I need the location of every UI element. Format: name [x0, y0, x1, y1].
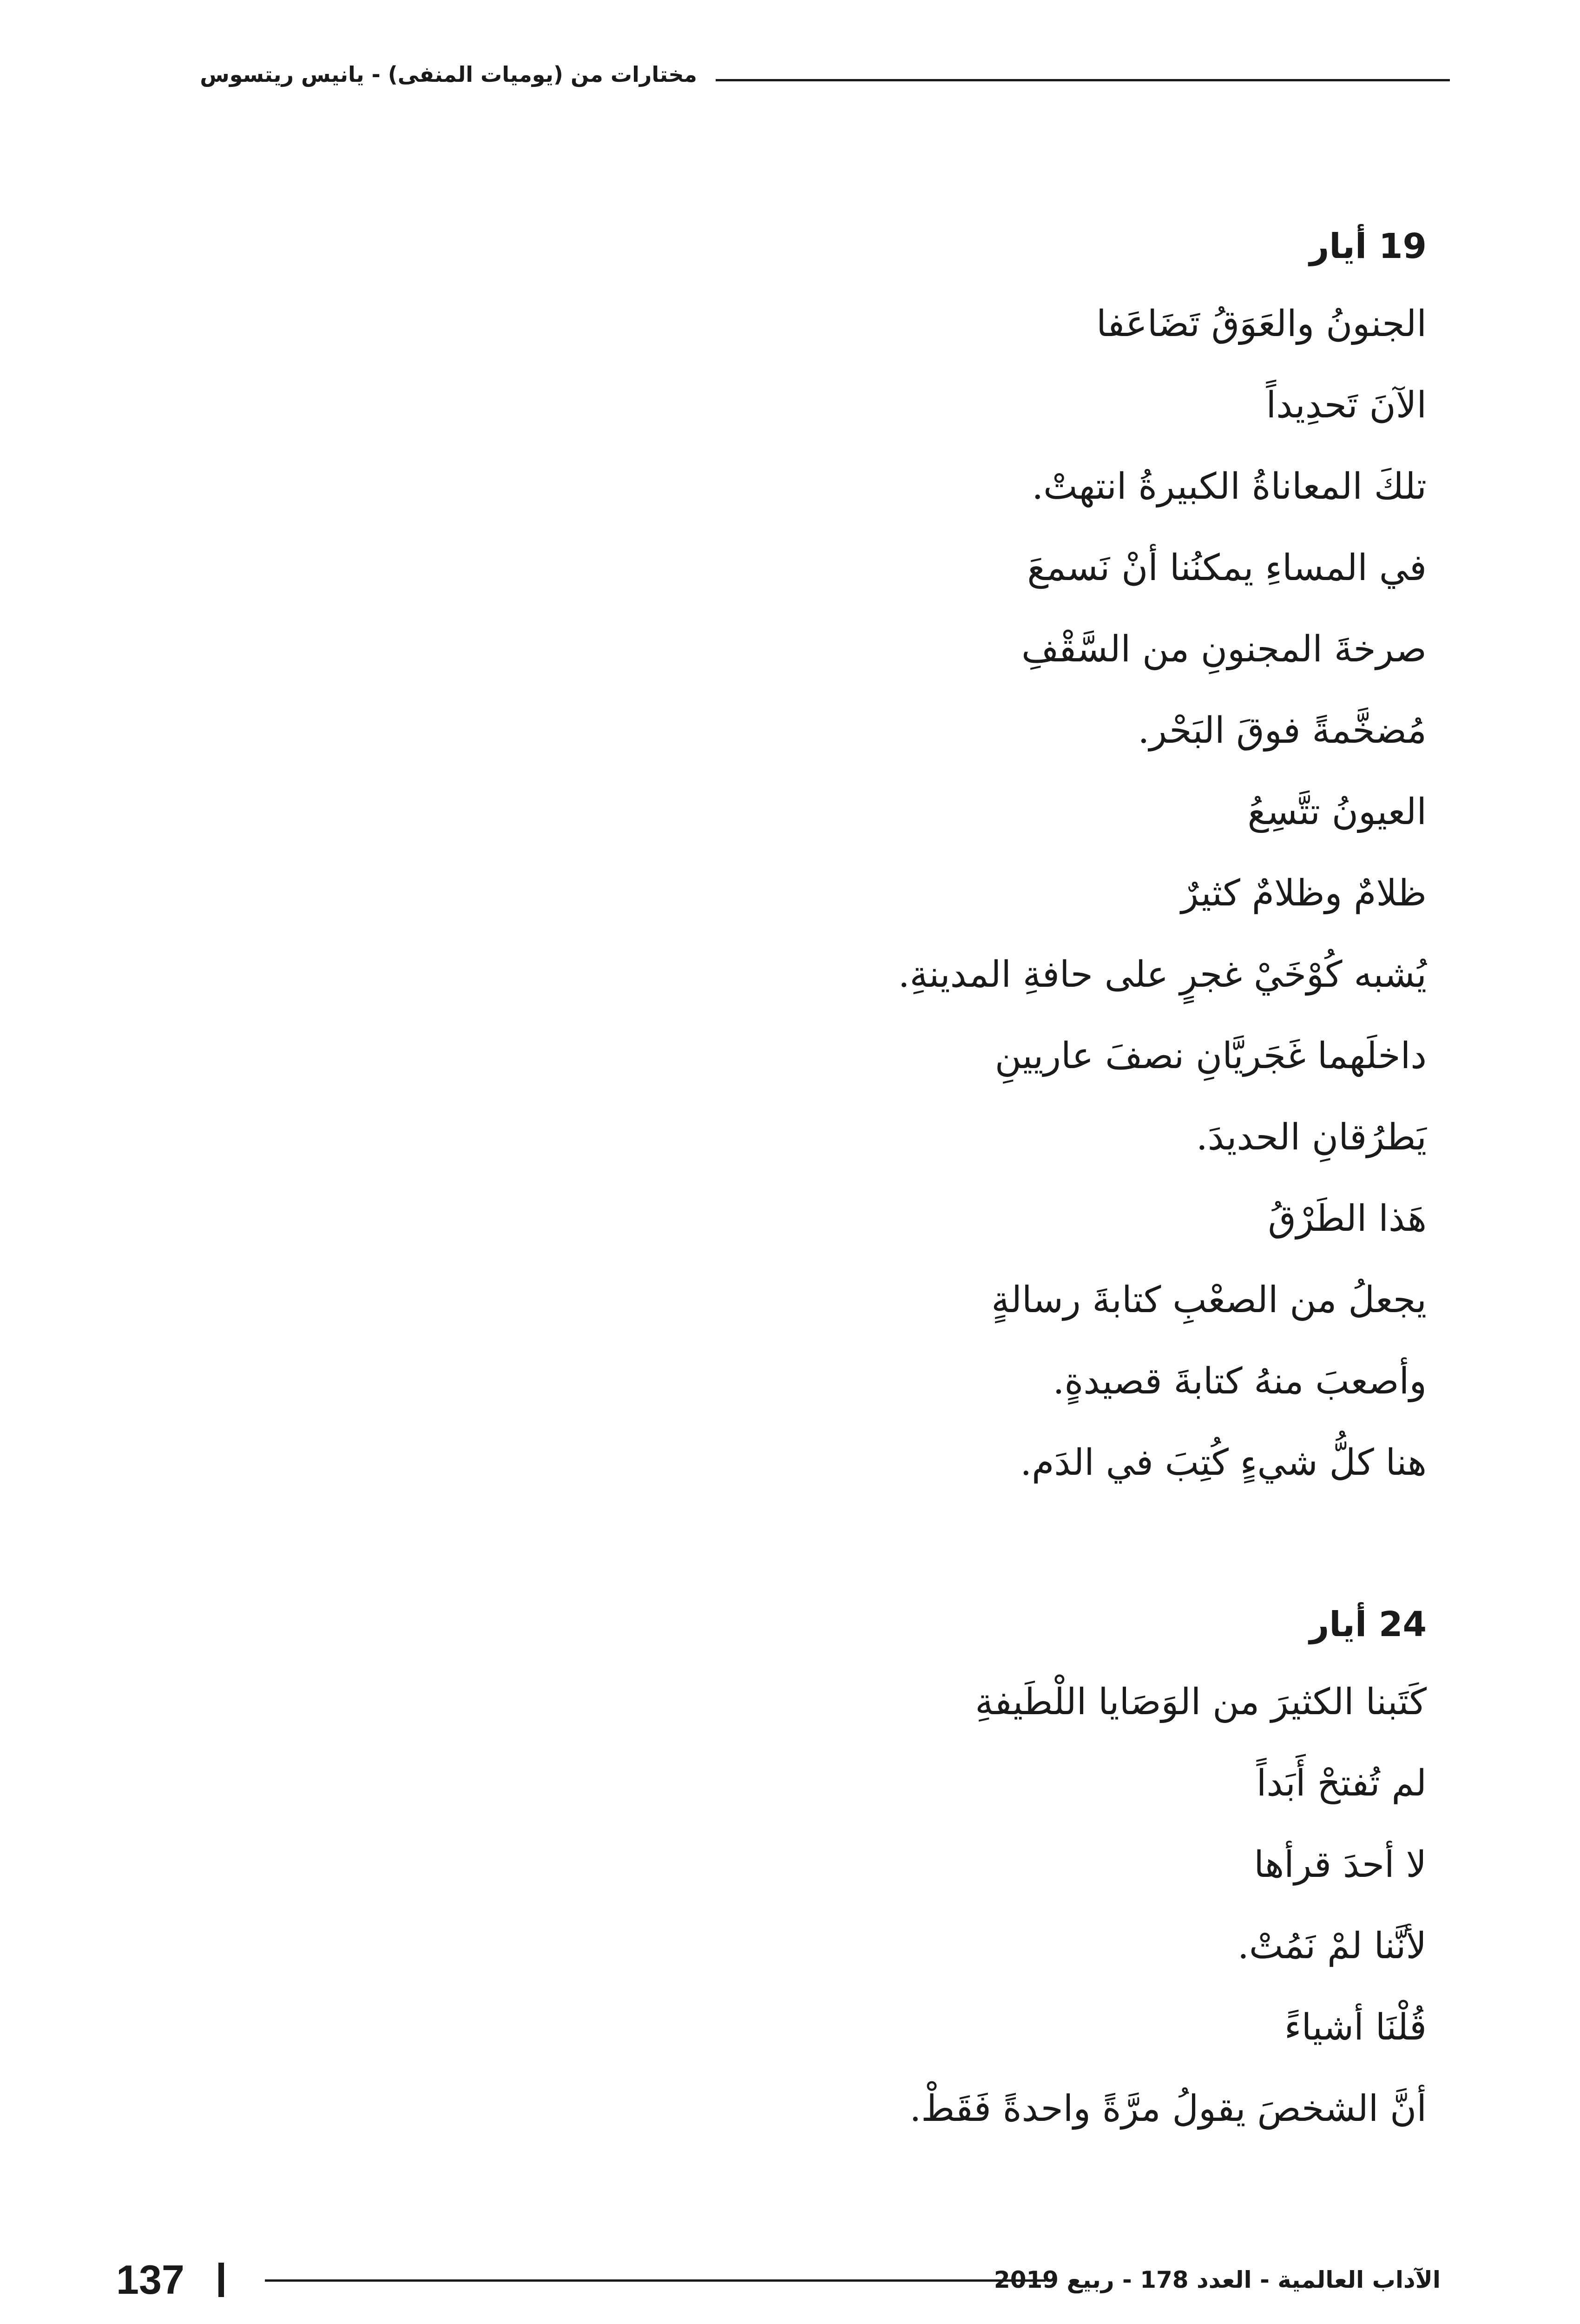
poem-line: لا أحدَ قرأها — [1254, 1844, 1427, 1886]
page-number: 137 — [116, 2257, 184, 2303]
poem-line: تلكَ المعاناةُ الكبيرةُ انتهتْ. — [1032, 466, 1427, 508]
poem-line: الآنَ تَحدِيداً — [1266, 384, 1427, 426]
running-header-title: مختارات من (يوميات المنفى) - يانيس ريتسوس — [200, 62, 697, 87]
page-footer — [116, 2254, 1441, 2305]
poem-lines — [265, 284, 1427, 1504]
poem-content — [265, 218, 1427, 2150]
footer-rule — [265, 2279, 1046, 2282]
poem-line: في المساءِ يمكنُنا أنْ نَسمعَ — [1027, 547, 1427, 589]
poem-line: ظلامٌ وظلامٌ كثيرٌ — [1181, 872, 1427, 914]
poem-line: قُلْنَا أشياءً — [1284, 2007, 1427, 2048]
poem-lines — [265, 1662, 1427, 2150]
poem-line: العيونُ تتَّسِعُ — [1247, 791, 1427, 833]
diary-entry-24-may — [265, 1597, 1427, 2150]
running-header — [130, 56, 1450, 93]
poem-line: لم تُفتحْ أَبَداً — [1256, 1763, 1427, 1804]
poem-line: لأنَّنا لمْ نَمُتْ. — [1238, 1925, 1427, 1967]
poem-line: صرخةَ المجنونِ من السَّقْفِ — [1021, 628, 1427, 670]
entry-date: 19 أيار — [1309, 226, 1427, 266]
poem-line: داخلَهما غَجَريَّانِ نصفَ عاريينِ — [994, 1035, 1427, 1077]
poem-line: الجنونُ والعَوَقُ تَضَاعَفا — [1096, 303, 1427, 345]
poem-line: هنا كلُّ شيءٍ كُتِبَ في الدَم. — [1020, 1442, 1427, 1484]
poem-line: هَذا الطَرْقُ — [1268, 1198, 1427, 1240]
poem-line: وأصعبَ منهُ كتابةَ قصيدةٍ. — [1053, 1360, 1427, 1402]
poem-line: يجعلُ من الصعْبِ كتابةَ رسالةٍ — [991, 1279, 1427, 1321]
page-number-separator — [218, 2263, 224, 2297]
header-rule — [716, 79, 1450, 81]
poem-line: يَطرُقانِ الحديدَ. — [1196, 1116, 1427, 1158]
diary-entry-19-may — [265, 218, 1427, 1504]
poem-line: مُضخَّمةً فوقَ البَحْر. — [1138, 710, 1427, 752]
entry-date: 24 أيار — [1309, 1604, 1427, 1644]
poem-line: أنَّ الشخصَ يقولُ مرَّةً واحدةً فَقَطْ. — [909, 2088, 1427, 2130]
poem-line: كَتَبنا الكثيرَ من الوَصَايا اللْطَيفةِ — [975, 1681, 1427, 1723]
poem-line: يُشبه كُوْخَيْ غجرٍ على حافةِ المدينةِ. — [898, 954, 1427, 996]
publication-info: الآداب العالمية - العدد 178 - ربيع 2019 — [994, 2266, 1441, 2293]
